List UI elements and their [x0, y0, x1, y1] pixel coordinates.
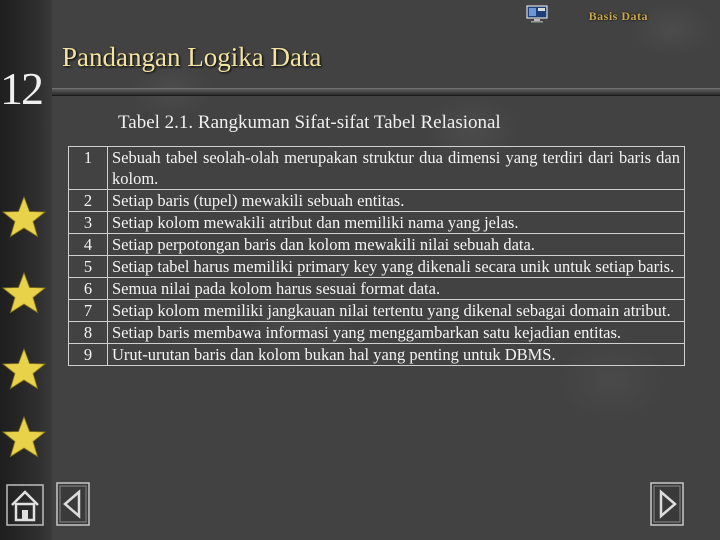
slide-title: Pandangan Logika Data — [62, 42, 322, 72]
row-text: Setiap kolom mewakili atribut dan memiliki nama yang jelas. — [108, 212, 685, 234]
row-text: Urut-urutan baris dan kolom bukan hal yang penting untuk DBMS. — [108, 344, 685, 366]
properties-table — [68, 146, 685, 366]
row-number: 8 — [69, 322, 108, 344]
next-icon — [651, 483, 683, 525]
previous-icon — [57, 483, 89, 525]
table-row — [69, 147, 685, 190]
row-text: Semua nilai pada kolom harus sesuai format data. — [108, 278, 685, 300]
star-icon — [2, 195, 46, 239]
row-number: 2 — [69, 190, 108, 212]
table-row — [69, 190, 685, 212]
row-text: Setiap kolom memiliki jangkauan nilai tertentu yang dikenal sebagai domain atribut. — [108, 300, 685, 322]
table-caption: Tabel 2.1. Rangkuman Sifat-sifat Tabel Relasional — [118, 112, 501, 133]
table-row — [69, 322, 685, 344]
table-row — [69, 234, 685, 256]
row-number: 1 — [69, 147, 108, 190]
chapter-number: 12 — [0, 63, 42, 114]
title-divider — [52, 88, 720, 96]
table-row — [69, 344, 685, 366]
table-row — [69, 256, 685, 278]
row-number: 4 — [69, 234, 108, 256]
row-number: 6 — [69, 278, 108, 300]
home-button[interactable] — [6, 484, 44, 526]
table-row — [69, 278, 685, 300]
row-number: 5 — [69, 256, 108, 278]
row-text: Setiap perpotongan baris dan kolom mewakili nilai sebuah data. — [108, 234, 685, 256]
row-number: 7 — [69, 300, 108, 322]
table-row — [69, 300, 685, 322]
monitor-icon[interactable] — [526, 5, 548, 23]
row-text: Setiap tabel harus memiliki primary key yang dikenali secara unik untuk setiap baris. — [108, 256, 685, 278]
row-text: Setiap baris membawa informasi yang menggambarkan satu kejadian entitas. — [108, 322, 685, 344]
row-number: 3 — [69, 212, 108, 234]
row-text: Sebuah tabel seolah-olah merupakan struktur dua dimensi yang terdiri dari baris dan kolom. — [108, 147, 685, 190]
row-text: Setiap baris (tupel) mewakili sebuah entitas. — [108, 190, 685, 212]
previous-button[interactable] — [56, 482, 90, 526]
brand-label: Basis Data — [588, 9, 648, 23]
home-icon — [7, 485, 43, 525]
next-button[interactable] — [650, 482, 684, 526]
row-number: 9 — [69, 344, 108, 366]
star-icon — [2, 271, 46, 315]
table-row — [69, 212, 685, 234]
star-icon — [2, 415, 46, 459]
star-icon — [2, 347, 46, 391]
